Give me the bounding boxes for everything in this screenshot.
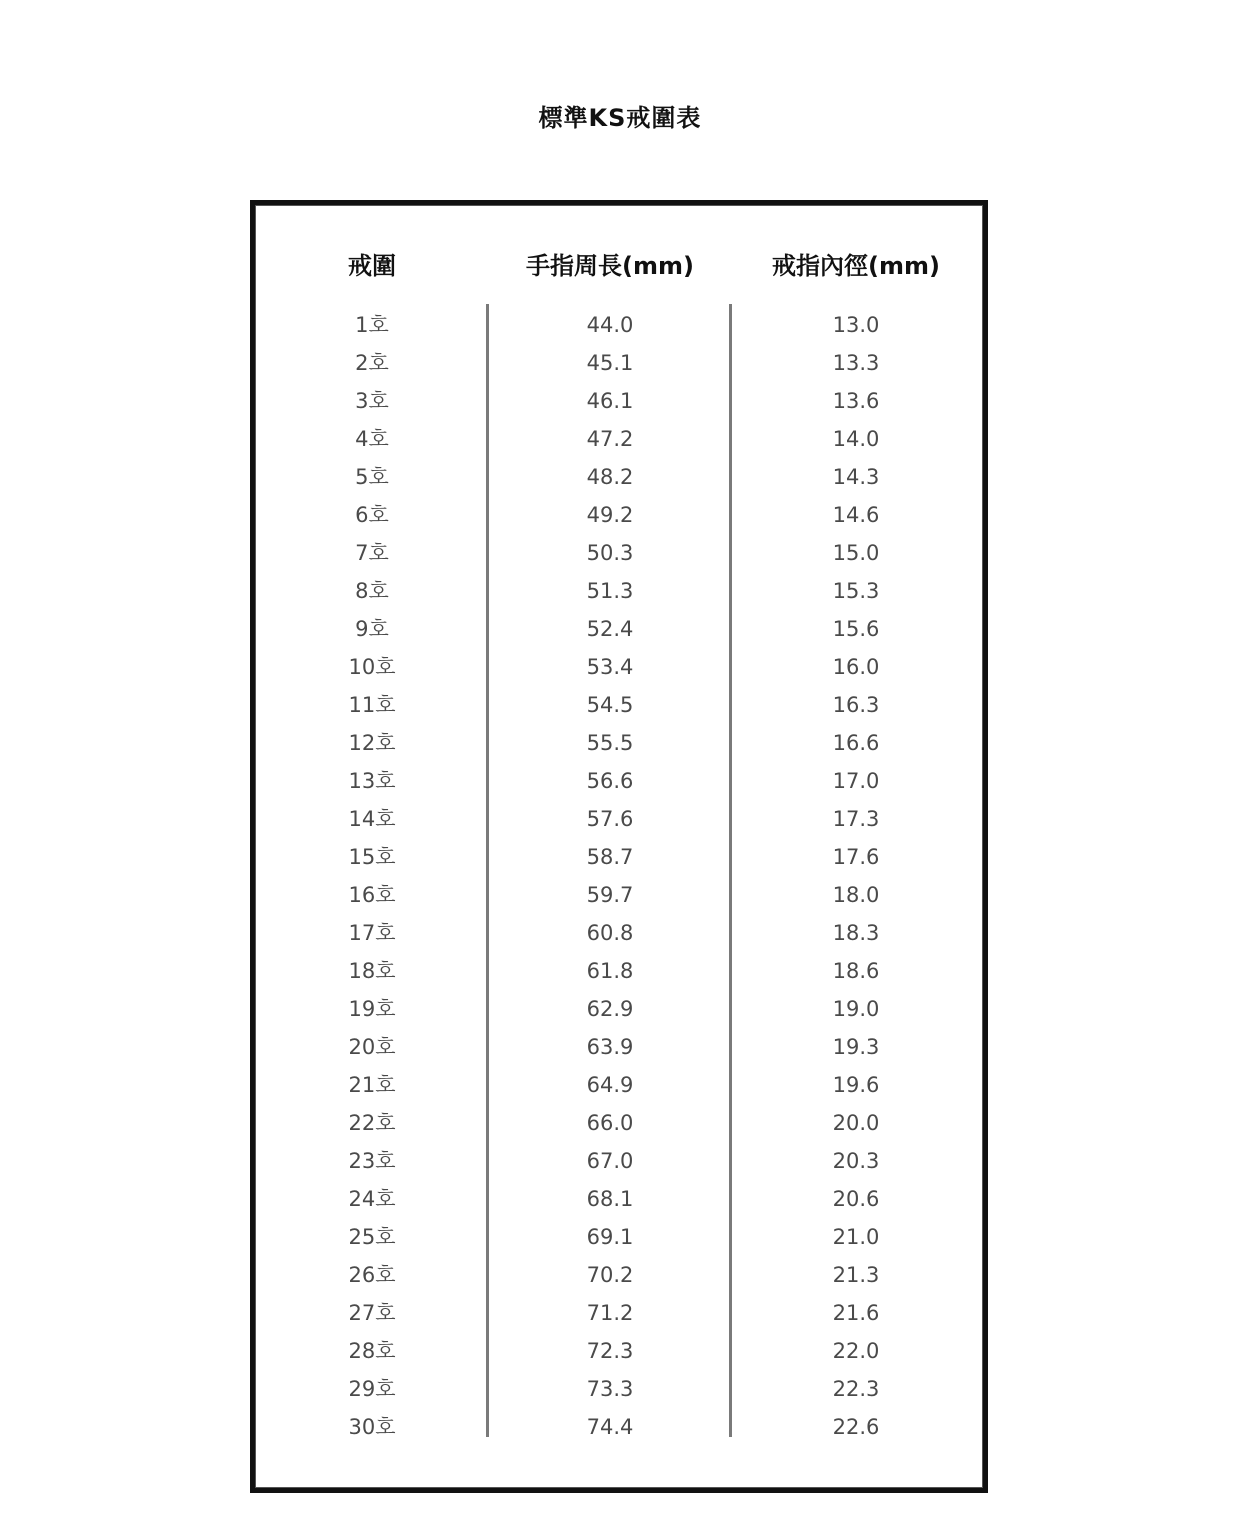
finger-circumference-cell: 58.7 bbox=[586, 845, 634, 869]
finger-circumference-cell: 69.1 bbox=[586, 1225, 634, 1249]
finger-circumference-cell: 62.9 bbox=[586, 997, 634, 1021]
ring-size-cell: 15호 bbox=[348, 845, 396, 869]
ring-inner-diameter-cell: 21.3 bbox=[832, 1263, 880, 1287]
ring-size-cell: 22호 bbox=[348, 1111, 396, 1135]
ring-inner-diameter-cell: 14.0 bbox=[832, 427, 880, 451]
ring-inner-diameter-cell: 20.0 bbox=[832, 1111, 880, 1135]
ring-size-cell: 6호 bbox=[355, 503, 389, 527]
ring-size-cell: 16호 bbox=[348, 883, 396, 907]
ring-size-cell: 24호 bbox=[348, 1187, 396, 1211]
ring-inner-diameter-cell: 20.3 bbox=[832, 1149, 880, 1173]
finger-circumference-cell: 52.4 bbox=[586, 617, 634, 641]
ring-inner-diameter-cell: 21.0 bbox=[832, 1225, 880, 1249]
ring-inner-diameter-cell: 13.3 bbox=[832, 351, 880, 375]
ring-inner-diameter-cell: 20.6 bbox=[832, 1187, 880, 1211]
finger-circumference-cell: 59.7 bbox=[586, 883, 634, 907]
ring-size-cell: 29호 bbox=[348, 1377, 396, 1401]
finger-circumference-cell: 47.2 bbox=[586, 427, 634, 451]
finger-circumference-column bbox=[500, 306, 720, 1446]
ring-size-cell: 8호 bbox=[355, 579, 389, 603]
ring-size-cell: 10호 bbox=[348, 655, 396, 679]
ring-size-cell: 18호 bbox=[348, 959, 396, 983]
ring-size-cell: 4호 bbox=[355, 427, 389, 451]
finger-circumference-cell: 57.6 bbox=[586, 807, 634, 831]
ring-inner-diameter-cell: 16.6 bbox=[832, 731, 880, 755]
ring-size-column bbox=[272, 306, 472, 1446]
ring-size-cell: 13호 bbox=[348, 769, 396, 793]
ring-size-cell: 21호 bbox=[348, 1073, 396, 1097]
ring-inner-diameter-cell: 19.0 bbox=[832, 997, 880, 1021]
ring-size-cell: 9호 bbox=[355, 617, 389, 641]
ring-inner-diameter-cell: 16.0 bbox=[832, 655, 880, 679]
finger-circumference-cell: 45.1 bbox=[586, 351, 634, 375]
ring-size-cell: 25호 bbox=[348, 1225, 396, 1249]
column-divider-right bbox=[729, 304, 732, 1437]
ring-inner-diameter-cell: 15.6 bbox=[832, 617, 880, 641]
ring-inner-diameter-cell: 16.3 bbox=[832, 693, 880, 717]
finger-circumference-cell: 51.3 bbox=[586, 579, 634, 603]
finger-circumference-cell: 61.8 bbox=[586, 959, 634, 983]
ring-inner-diameter-cell: 13.0 bbox=[832, 313, 880, 337]
finger-circumference-cell: 67.0 bbox=[586, 1149, 634, 1173]
ring-size-cell: 19호 bbox=[348, 997, 396, 1021]
ring-size-cell: 11호 bbox=[348, 693, 396, 717]
ring-size-cell: 5호 bbox=[355, 465, 389, 489]
finger-circumference-cell: 66.0 bbox=[586, 1111, 634, 1135]
finger-circumference-cell: 70.2 bbox=[586, 1263, 634, 1287]
header-finger-circumference: 手指周長(mm) bbox=[526, 252, 694, 280]
header-ring-inner-diameter: 戒指內徑(mm) bbox=[772, 252, 940, 280]
finger-circumference-cell: 55.5 bbox=[586, 731, 634, 755]
finger-circumference-cell: 44.0 bbox=[586, 313, 634, 337]
finger-circumference-cell: 54.5 bbox=[586, 693, 634, 717]
finger-circumference-cell: 72.3 bbox=[586, 1339, 634, 1363]
ring-size-cell: 28호 bbox=[348, 1339, 396, 1363]
finger-circumference-cell: 71.2 bbox=[586, 1301, 634, 1325]
ring-inner-diameter-cell: 18.3 bbox=[832, 921, 880, 945]
page-title: 標準KS戒圍表 bbox=[538, 104, 702, 132]
ring-size-cell: 12호 bbox=[348, 731, 396, 755]
finger-circumference-cell: 68.1 bbox=[586, 1187, 634, 1211]
finger-circumference-cell: 46.1 bbox=[586, 389, 634, 413]
ring-inner-diameter-cell: 17.3 bbox=[832, 807, 880, 831]
finger-circumference-cell: 56.6 bbox=[586, 769, 634, 793]
ring-size-cell: 14호 bbox=[348, 807, 396, 831]
finger-circumference-cell: 74.4 bbox=[586, 1415, 634, 1439]
ring-inner-diameter-cell: 19.6 bbox=[832, 1073, 880, 1097]
ring-size-cell: 30호 bbox=[348, 1415, 396, 1439]
finger-circumference-cell: 73.3 bbox=[586, 1377, 634, 1401]
ring-size-cell: 1호 bbox=[355, 313, 389, 337]
ring-size-cell: 17호 bbox=[348, 921, 396, 945]
ring-inner-diameter-cell: 19.3 bbox=[832, 1035, 880, 1059]
header-ring-size: 戒圍 bbox=[348, 252, 396, 280]
ring-size-cell: 23호 bbox=[348, 1149, 396, 1173]
ring-size-cell: 2호 bbox=[355, 351, 389, 375]
ring-size-cell: 20호 bbox=[348, 1035, 396, 1059]
ring-inner-diameter-cell: 21.6 bbox=[832, 1301, 880, 1325]
ring-size-cell: 26호 bbox=[348, 1263, 396, 1287]
ring-inner-diameter-cell: 15.3 bbox=[832, 579, 880, 603]
finger-circumference-cell: 64.9 bbox=[586, 1073, 634, 1097]
finger-circumference-cell: 50.3 bbox=[586, 541, 634, 565]
ring-inner-diameter-column bbox=[745, 306, 967, 1446]
ring-inner-diameter-cell: 18.0 bbox=[832, 883, 880, 907]
ring-inner-diameter-cell: 22.3 bbox=[832, 1377, 880, 1401]
ring-inner-diameter-cell: 18.6 bbox=[832, 959, 880, 983]
ring-inner-diameter-cell: 22.0 bbox=[832, 1339, 880, 1363]
finger-circumference-cell: 48.2 bbox=[586, 465, 634, 489]
ring-size-cell: 7호 bbox=[355, 541, 389, 565]
ring-inner-diameter-cell: 22.6 bbox=[832, 1415, 880, 1439]
ring-inner-diameter-cell: 13.6 bbox=[832, 389, 880, 413]
ring-inner-diameter-cell: 15.0 bbox=[832, 541, 880, 565]
ring-inner-diameter-cell: 14.3 bbox=[832, 465, 880, 489]
ring-size-cell: 27호 bbox=[348, 1301, 396, 1325]
finger-circumference-cell: 49.2 bbox=[586, 503, 634, 527]
ring-size-cell: 3호 bbox=[355, 389, 389, 413]
ring-inner-diameter-cell: 14.6 bbox=[832, 503, 880, 527]
finger-circumference-cell: 53.4 bbox=[586, 655, 634, 679]
column-divider-left bbox=[486, 304, 489, 1437]
finger-circumference-cell: 63.9 bbox=[586, 1035, 634, 1059]
finger-circumference-cell: 60.8 bbox=[586, 921, 634, 945]
ring-inner-diameter-cell: 17.0 bbox=[832, 769, 880, 793]
ring-inner-diameter-cell: 17.6 bbox=[832, 845, 880, 869]
